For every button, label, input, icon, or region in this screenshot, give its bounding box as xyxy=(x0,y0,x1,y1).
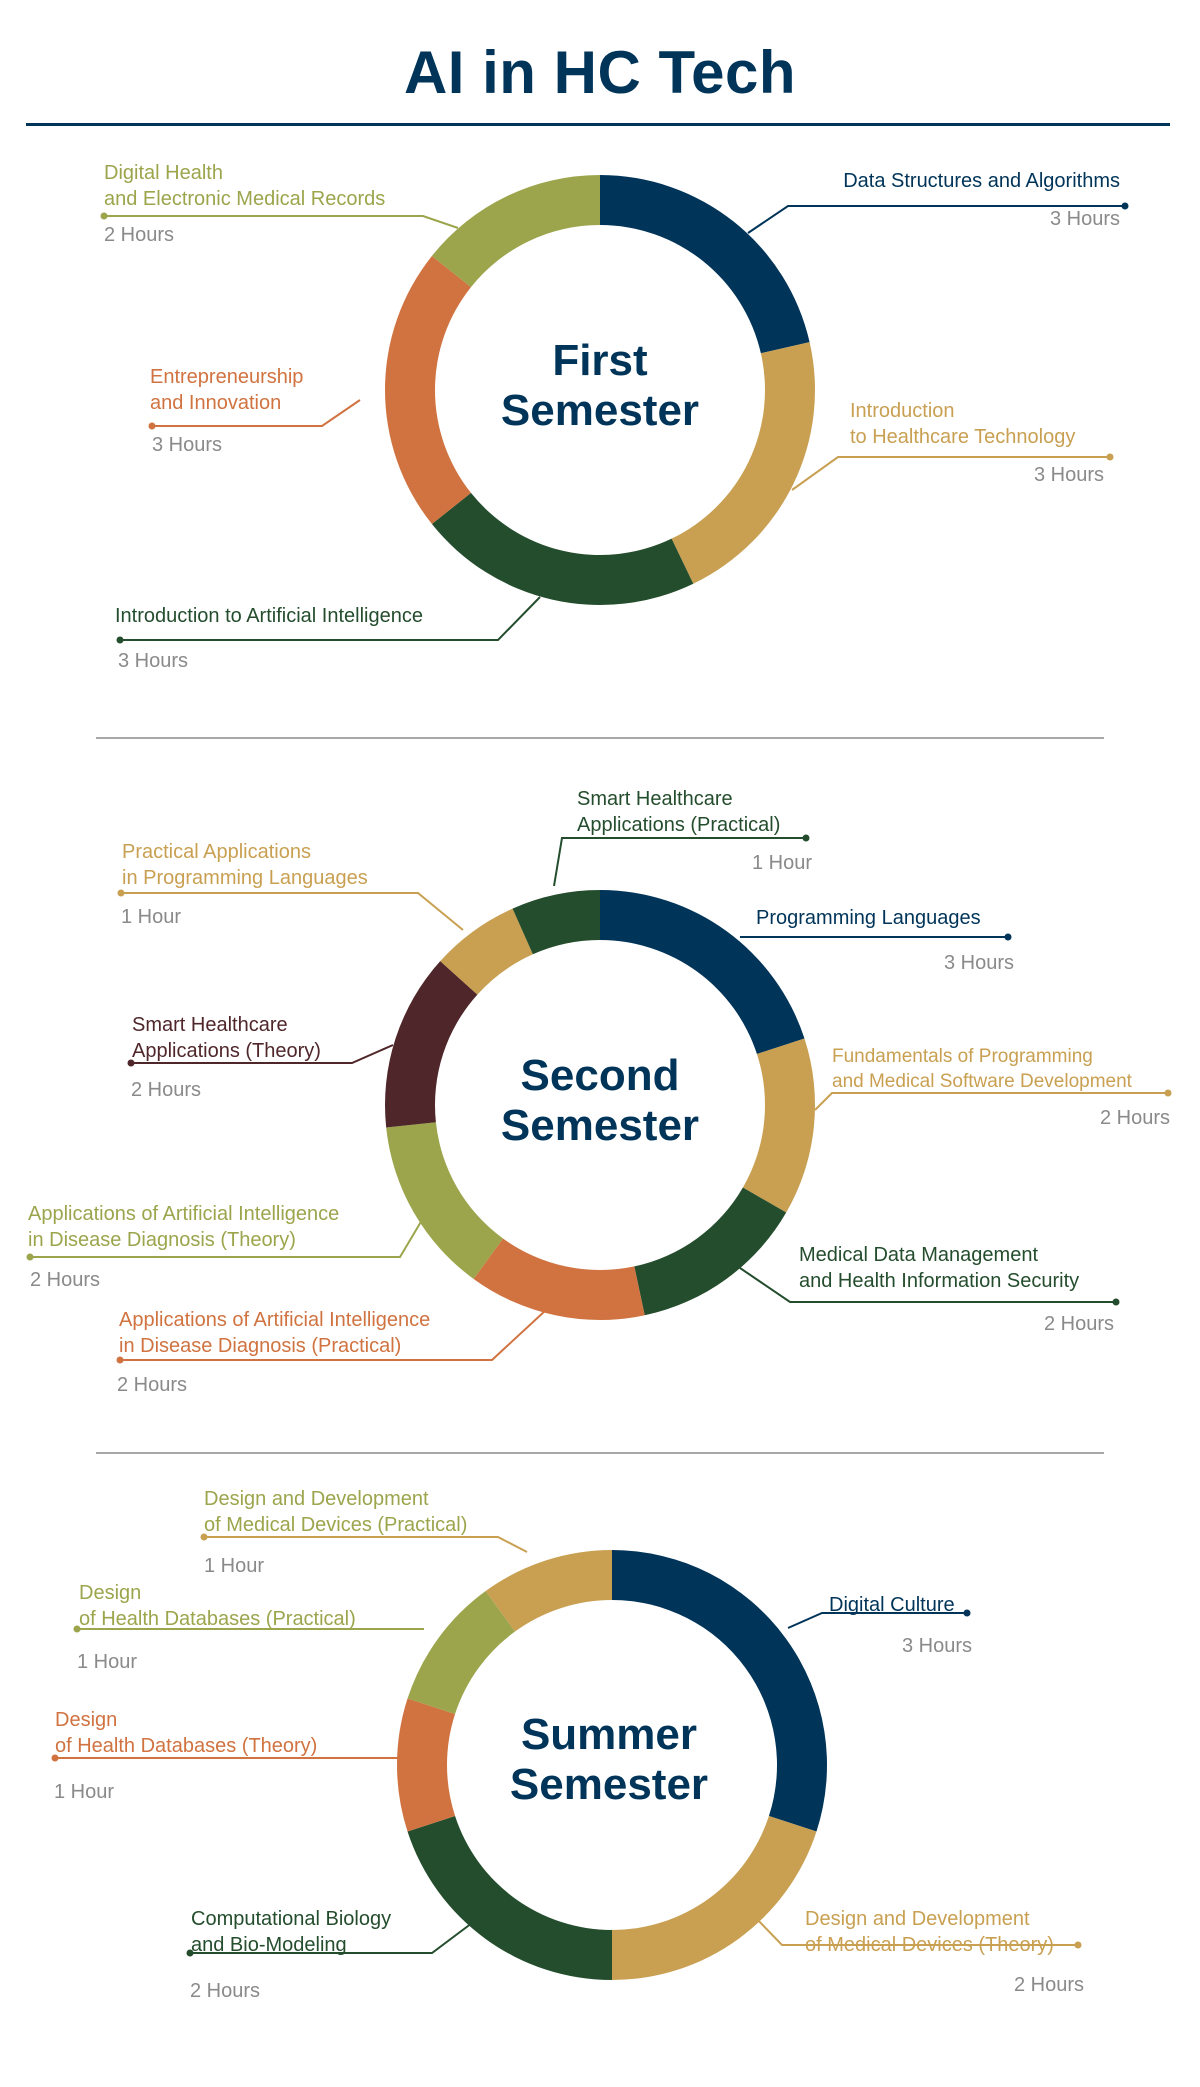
segment-1-1 xyxy=(600,175,810,353)
segment-3-3 xyxy=(408,1816,612,1980)
course-hours: 2 Hours xyxy=(117,1374,188,1396)
course-label: Smart Healthcare Applications (Practical) xyxy=(577,788,781,836)
course-label: Digital Culture xyxy=(829,1594,955,1616)
segment-1-3 xyxy=(432,493,693,605)
course-label: Smart Healthcare Applications (Theory) xyxy=(132,1014,321,1062)
segment-2-4 xyxy=(474,1238,645,1320)
leader-dot xyxy=(1122,203,1129,210)
leader-line xyxy=(204,1537,527,1552)
leader-dot xyxy=(1005,934,1012,941)
course-hours: 2 Hours xyxy=(190,1980,261,2002)
course-label: Introduction to Artificial Intelligence xyxy=(115,605,423,627)
segment-2-2 xyxy=(743,1039,815,1213)
semester-1-center-label: First Semester xyxy=(500,336,700,435)
course-label: Applications of Artificial Intelligence in Disease Diagnosis (Theory) xyxy=(28,1203,340,1251)
leader-dot xyxy=(101,213,108,220)
leader-dot xyxy=(964,1610,971,1617)
course-hours: 1 Hour xyxy=(752,852,813,874)
course-hours: 2 Hours xyxy=(30,1269,101,1291)
segment-1-5 xyxy=(432,175,600,287)
course-label: Design and Development of Medical Devices (Practical) xyxy=(204,1488,468,1536)
course-hours: 2 Hours xyxy=(1100,1107,1171,1129)
leader-dot xyxy=(117,637,124,644)
course-hours: 3 Hours xyxy=(902,1635,973,1657)
leader-dot xyxy=(149,423,156,430)
course-label: Applications of Artificial Intelligence in Disease Diagnosis (Practical) xyxy=(119,1309,431,1357)
course-label: Practical Applications in Programming Languages xyxy=(122,841,368,889)
page-title: AI in HC Tech xyxy=(403,39,797,106)
semester-3-center-label: Summer Semester xyxy=(509,1710,709,1809)
leader-dot xyxy=(1075,1942,1082,1949)
segment-3-5 xyxy=(408,1591,515,1714)
course-hours: 2 Hours xyxy=(1014,1974,1085,1996)
leader-dot xyxy=(1113,1299,1120,1306)
segment-2-3 xyxy=(634,1188,786,1316)
course-hours: 3 Hours xyxy=(944,952,1015,974)
course-label: Programming Languages xyxy=(756,907,981,929)
leader-dot xyxy=(803,835,810,842)
course-hours: 1 Hour xyxy=(204,1555,265,1577)
course-label: Digital Health and Electronic Medical Records xyxy=(104,162,386,210)
segment-3-4 xyxy=(397,1699,455,1832)
course-label: Design of Health Databases (Practical) xyxy=(79,1582,356,1630)
course-hours: 3 Hours xyxy=(1034,464,1105,486)
course-hours: 1 Hour xyxy=(121,906,182,928)
course-label: Design of Health Databases (Theory) xyxy=(55,1709,318,1757)
course-label: Computational Biology and Bio-Modeling xyxy=(191,1908,392,1956)
course-label: Fundamentals of Programming and Medical Software Development xyxy=(832,1046,1132,1092)
course-hours: 1 Hour xyxy=(54,1781,115,1803)
course-hours: 3 Hours xyxy=(152,434,223,456)
course-hours: 2 Hours xyxy=(1044,1313,1115,1335)
course-label: Design and Development of Medical Devices (Theory) xyxy=(805,1908,1054,1956)
course-hours: 1 Hour xyxy=(77,1651,138,1673)
segment-3-2 xyxy=(612,1816,816,1980)
course-label: Introduction to Healthcare Technology xyxy=(850,400,1076,448)
leader-dot xyxy=(1107,454,1114,461)
leader-dot xyxy=(27,1254,34,1261)
course-label: Medical Data Management and Health Information Security xyxy=(799,1244,1080,1292)
course-label: Data Structures and Algorithms 3 Hours xyxy=(843,170,1120,230)
course-label: Entrepreneurship and Innovation xyxy=(150,366,304,414)
leader-dot xyxy=(1165,1090,1172,1097)
course-hours: 2 Hours xyxy=(131,1079,202,1101)
course-hours: 3 Hours xyxy=(118,650,189,672)
course-hours: 2 Hours xyxy=(104,224,175,246)
semester-2-center-label: Second Semester xyxy=(500,1051,700,1150)
